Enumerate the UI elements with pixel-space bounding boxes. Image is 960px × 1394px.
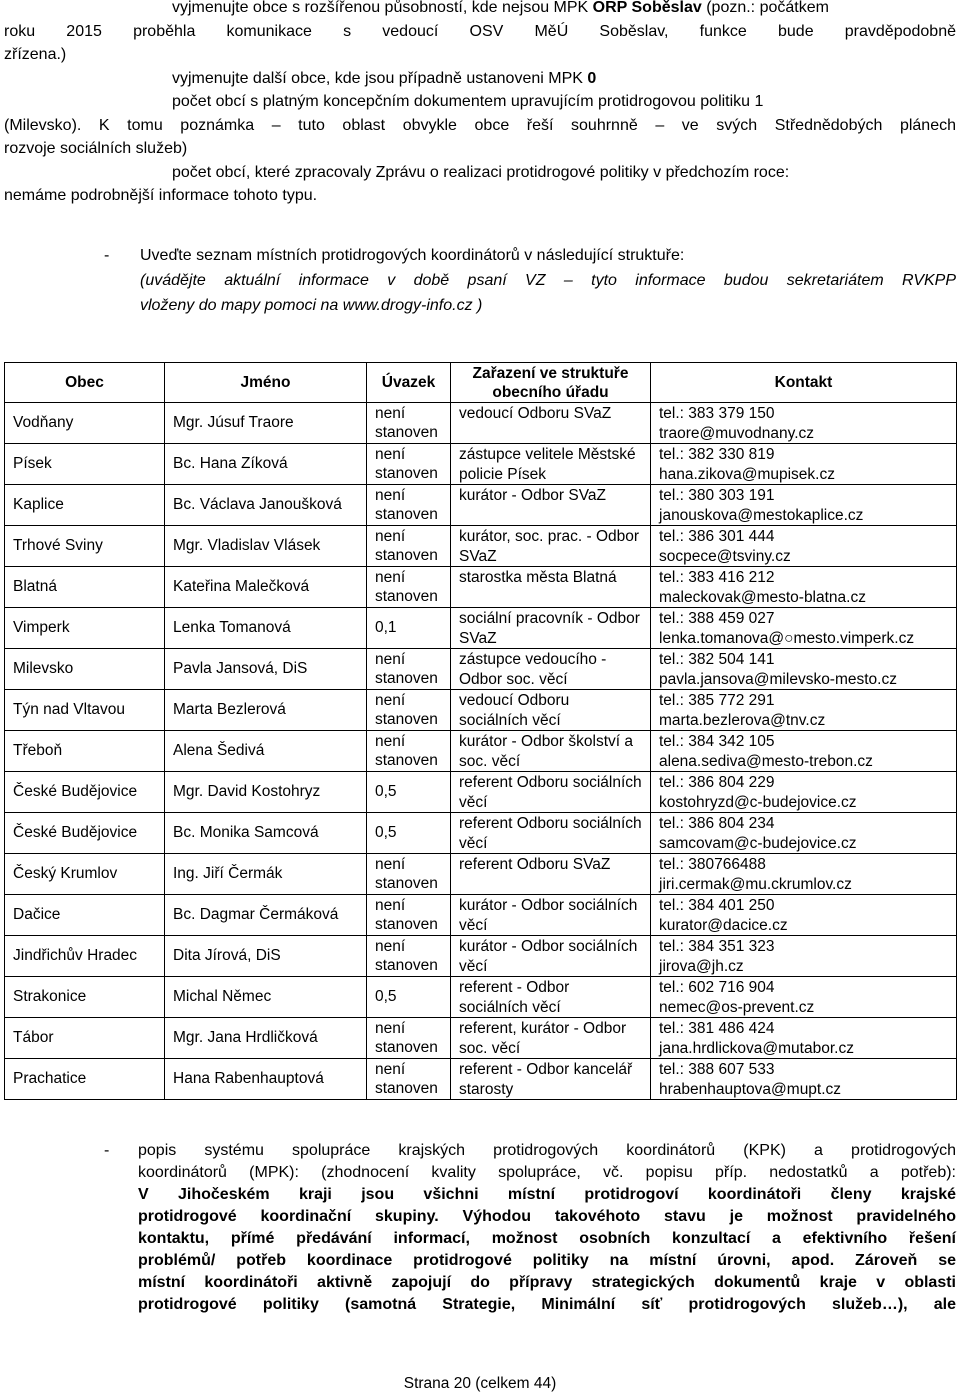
cell-obec: Vodňany xyxy=(5,403,165,444)
cell-uvazek: 0,5 xyxy=(367,813,451,854)
contact-email[interactable]: hana.zikova@mupisek.cz xyxy=(659,465,835,483)
cell-obec: Trhové Sviny xyxy=(5,526,165,567)
table-row xyxy=(5,977,957,1018)
contact-email[interactable]: jirova@jh.cz xyxy=(659,957,744,975)
contact-email[interactable]: alena.sediva@mesto-trebon.cz xyxy=(659,752,873,770)
intro-line-text: rozvoje sociálních služeb) xyxy=(4,140,188,157)
cell-jmeno: Lenka Tomanová xyxy=(165,608,367,649)
contact-email[interactable]: nemec@os-prevent.cz xyxy=(659,998,815,1016)
intro-line xyxy=(4,163,956,187)
contact-phone: tel.: 385 772 291 xyxy=(659,692,775,709)
intro-line-text: počet obcí, které zpracovaly Zprávu o realizaci protidrogové politiky v předchozím roce: xyxy=(172,163,790,181)
cell-uvazek: není stanoven xyxy=(367,1059,451,1100)
contact-phone: tel.: 602 716 904 xyxy=(659,979,775,996)
cell-uvazek: není stanoven xyxy=(367,690,451,731)
cell-zarazeni: vedoucí Odboru sociálních věcí xyxy=(451,690,651,731)
coordinators-table xyxy=(4,362,957,1100)
cell-jmeno: Dita Jírová, DiS xyxy=(165,936,367,977)
cell-jmeno: Marta Bezlerová xyxy=(165,690,367,731)
contact-phone: tel.: 384 342 105 xyxy=(659,733,775,750)
intro-line xyxy=(4,186,956,210)
table-row xyxy=(5,1018,957,1059)
cell-kontakt xyxy=(651,444,957,485)
cell-uvazek: není stanoven xyxy=(367,854,451,895)
cell-zarazeni: referent Odboru SVaZ xyxy=(451,854,651,895)
cell-obec: Český Krumlov xyxy=(5,854,165,895)
cell-jmeno: Michal Němec xyxy=(165,977,367,1018)
intro-line xyxy=(4,116,956,140)
cell-jmeno: Bc. Dagmar Čermáková xyxy=(165,895,367,936)
cell-zarazeni: referent Odboru sociálních věcí xyxy=(451,813,651,854)
table-row xyxy=(5,854,957,895)
contact-phone: tel.: 381 486 424 xyxy=(659,1020,775,1037)
contact-email[interactable]: kostohryzd@c-budejovice.cz xyxy=(659,793,857,811)
cell-obec: Tábor xyxy=(5,1018,165,1059)
cooperation-text-line: popis systému spolupráce krajských protidrogových koordinátorů (KPK) a protidrogových xyxy=(138,1142,956,1159)
cell-obec: Prachatice xyxy=(5,1059,165,1100)
contact-phone: tel.: 388 607 533 xyxy=(659,1061,775,1078)
cell-zarazeni: zástupce vedoucího - Odbor soc. věcí xyxy=(451,649,651,690)
cooperation-text-line: protidrogové politiky (samotná Strategie, Minimální síť protidrogových služeb…), ale xyxy=(138,1296,956,1313)
table-row xyxy=(5,731,957,772)
cell-jmeno: Mgr. David Kostohryz xyxy=(165,772,367,813)
cell-uvazek: není stanoven xyxy=(367,731,451,772)
cooperation-text-line: koordinátorů (MPK): (zhodnocení kvality spolupráce, vč. popisu příp. nedostatků a potřeb): xyxy=(138,1164,956,1181)
contact-phone: tel.: 386 804 229 xyxy=(659,774,775,791)
bullet-coordinators-list xyxy=(104,246,956,321)
intro-line xyxy=(4,22,956,46)
contact-phone: tel.: 380766488 xyxy=(659,856,766,873)
intro-line-text: roku 2015 proběhla komunikace s vedoucí OSV MěÚ Soběslav, funkce bude pravděpodobně xyxy=(4,22,956,40)
cell-zarazeni: referent, kurátor - Odbor soc. věcí xyxy=(451,1018,651,1059)
intro-line xyxy=(4,69,956,93)
contact-email[interactable]: janouskova@mestokaplice.cz xyxy=(659,506,864,524)
contact-email[interactable]: jana.hrdlickova@mutabor.cz xyxy=(659,1039,854,1057)
cell-obec: Blatná xyxy=(5,567,165,608)
contact-phone: tel.: 386 301 444 xyxy=(659,528,775,545)
contact-email[interactable]: traore@muvodnany.cz xyxy=(659,424,815,442)
cooperation-text-line: kontaktu, přímé předávání informací, možnost osobních konzultací a efektivního řešení xyxy=(138,1230,956,1247)
table-row xyxy=(5,690,957,731)
table-row xyxy=(5,403,957,444)
intro-line-text: vyjmenujte další obce, kde jsou případně ustanoveni MPK xyxy=(172,69,588,87)
cell-zarazeni: kurátor - Odbor SVaZ xyxy=(451,485,651,526)
intro-line-text: (Milevsko). K tomu poznámka – tuto oblast obvykle obce řeší souhrnně – ve svých Střednědobých plánech xyxy=(4,116,956,134)
cell-jmeno: Kateřina Malečková xyxy=(165,567,367,608)
table-row xyxy=(5,1059,957,1100)
cell-zarazeni: starostka města Blatná xyxy=(451,567,651,608)
cell-kontakt xyxy=(651,895,957,936)
cell-jmeno: Alena Šedivá xyxy=(165,731,367,772)
cooperation-text-line: místní koordinátoři aktivně zapojují do přípravy strategických dokumentů kraje v oblasti xyxy=(138,1274,956,1291)
bullet-dash: - xyxy=(104,247,110,264)
cell-uvazek: není stanoven xyxy=(367,567,451,608)
cooperation-text-line: V Jihočeském kraji jsou všichni místní protidrogoví koordinátoři členy krajské xyxy=(138,1186,956,1203)
cell-kontakt xyxy=(651,936,957,977)
header-kontakt: Kontakt xyxy=(651,363,957,403)
table-row xyxy=(5,526,957,567)
cell-uvazek: není stanoven xyxy=(367,526,451,567)
cell-obec: České Budějovice xyxy=(5,813,165,854)
intro-line xyxy=(4,139,956,163)
contact-phone: tel.: 386 804 234 xyxy=(659,815,775,832)
cell-kontakt xyxy=(651,1059,957,1100)
contact-phone: tel.: 383 379 150 xyxy=(659,405,775,422)
intro-line-text: počet obcí s platným koncepčním dokumentem upravujícím protidrogovou politiku 1 xyxy=(172,93,764,110)
table-row xyxy=(5,813,957,854)
cell-kontakt xyxy=(651,731,957,772)
cell-jmeno: Mgr. Jana Hrdličková xyxy=(165,1018,367,1059)
table-header-row xyxy=(5,363,957,403)
intro-line xyxy=(4,45,956,69)
table-row xyxy=(5,444,957,485)
cell-kontakt xyxy=(651,485,957,526)
contact-email[interactable]: kurator@dacice.cz xyxy=(659,916,788,934)
cell-kontakt xyxy=(651,813,957,854)
intro-line xyxy=(4,92,956,116)
cell-obec: Kaplice xyxy=(5,485,165,526)
contact-phone: tel.: 380 303 191 xyxy=(659,487,775,504)
cell-uvazek: není stanoven xyxy=(367,403,451,444)
contact-email[interactable]: pavla.jansova@milevsko-mesto.cz xyxy=(659,670,897,688)
cell-jmeno: Bc. Monika Samcová xyxy=(165,813,367,854)
cell-kontakt xyxy=(651,772,957,813)
cell-obec: Týn nad Vltavou xyxy=(5,690,165,731)
contact-email[interactable]: lenka.tomanova@○mesto.vimperk.cz xyxy=(659,629,915,647)
contact-email[interactable]: jiri.cermak@mu.ckrumlov.cz xyxy=(659,875,852,893)
table-row xyxy=(5,567,957,608)
cell-jmeno: Bc. Hana Zíková xyxy=(165,444,367,485)
header-uvazek: Úvazek xyxy=(367,363,451,403)
cell-jmeno: Hana Rabenhauptová xyxy=(165,1059,367,1100)
cell-jmeno: Mgr. Vladislav Vlásek xyxy=(165,526,367,567)
table-body xyxy=(5,403,957,1100)
bullet-cooperation-description xyxy=(104,1141,956,1317)
cell-kontakt xyxy=(651,567,957,608)
cooperation-text-line: protidrogové koordinační skupiny. Výhodou takovéhoto stavu je možnost pravidelného xyxy=(138,1208,956,1225)
cell-zarazeni: referent Odboru sociálních věcí xyxy=(451,772,651,813)
cell-uvazek: není stanoven xyxy=(367,444,451,485)
intro-line-text: vyjmenujte obce s rozšířenou působností, kde nejsou MPK xyxy=(172,0,593,16)
cell-zarazeni: referent - Odbor kancelář starosty xyxy=(451,1059,651,1100)
contact-phone: tel.: 388 459 027 xyxy=(659,610,775,627)
cell-zarazeni: kurátor - Odbor školství a soc. věcí xyxy=(451,731,651,772)
contact-phone: tel.: 382 330 819 xyxy=(659,446,775,463)
cell-jmeno: Mgr. Júsuf Traore xyxy=(165,403,367,444)
cell-obec: Dačice xyxy=(5,895,165,936)
intro-line-bold: ORP Soběslav xyxy=(592,0,702,16)
cell-kontakt xyxy=(651,608,957,649)
bullet-note-line1: (uvádějte aktuální informace v době psaní VZ – tyto informace budou sekretariátem RVKPP xyxy=(140,272,956,289)
contact-email[interactable]: hrabenhauptova@mupt.cz xyxy=(659,1080,842,1098)
cell-obec: Vimperk xyxy=(5,608,165,649)
intro-line-bold: 0 xyxy=(587,69,597,87)
cell-uvazek: není stanoven xyxy=(367,1018,451,1059)
cell-jmeno: Bc. Václava Janoušková xyxy=(165,485,367,526)
contact-phone: tel.: 382 504 141 xyxy=(659,651,775,668)
contact-email[interactable]: maleckovak@mesto-blatna.cz xyxy=(659,588,866,606)
cell-zarazeni: referent - Odbor sociálních věcí xyxy=(451,977,651,1018)
intro-line-rest: (pozn.: počátkem xyxy=(701,0,829,16)
cell-kontakt xyxy=(651,854,957,895)
cell-obec: Třeboň xyxy=(5,731,165,772)
table-row xyxy=(5,608,957,649)
cell-zarazeni: zástupce velitele Městské policie Písek xyxy=(451,444,651,485)
table-row xyxy=(5,895,957,936)
cooperation-text-line: problémů/ potřeb koordinace protidrogové politiky na místní úrovni, apod. Zároveň se xyxy=(138,1252,956,1269)
cell-uvazek: 0,5 xyxy=(367,772,451,813)
cell-obec: Milevsko xyxy=(5,649,165,690)
cell-uvazek: 0,5 xyxy=(367,977,451,1018)
cell-zarazeni: sociální pracovník - Odbor SVaZ xyxy=(451,608,651,649)
intro-line-text: nemáme podrobnější informace tohoto typu. xyxy=(4,187,318,204)
intro-line-text: zřízena.) xyxy=(4,46,67,63)
table-row xyxy=(5,936,957,977)
cell-kontakt xyxy=(651,1018,957,1059)
contact-phone: tel.: 384 351 323 xyxy=(659,938,775,955)
cell-zarazeni: kurátor - Odbor sociálních věcí xyxy=(451,936,651,977)
contact-phone: tel.: 384 401 250 xyxy=(659,897,775,914)
cell-uvazek: není stanoven xyxy=(367,936,451,977)
intro-section xyxy=(4,0,956,210)
cell-obec: Strakonice xyxy=(5,977,165,1018)
contact-email[interactable]: samcovam@c-budejovice.cz xyxy=(659,834,857,852)
cell-zarazeni: kurátor, soc. prac. - Odbor SVaZ xyxy=(451,526,651,567)
bullet-heading: Uveďte seznam místních protidrogových koordinátorů v následující struktuře: xyxy=(140,247,685,264)
cell-kontakt xyxy=(651,690,957,731)
cell-zarazeni: vedoucí Odboru SVaZ xyxy=(451,403,651,444)
cell-kontakt xyxy=(651,977,957,1018)
cell-uvazek: 0,1 xyxy=(367,608,451,649)
table-row xyxy=(5,649,957,690)
cell-uvazek: není stanoven xyxy=(367,895,451,936)
cell-jmeno: Pavla Jansová, DiS xyxy=(165,649,367,690)
cell-kontakt xyxy=(651,403,957,444)
cell-kontakt xyxy=(651,649,957,690)
bullet-note-line2: vloženy do mapy pomoci na www.drogy-info.cz ) xyxy=(140,297,483,314)
table-row xyxy=(5,485,957,526)
contact-phone: tel.: 383 416 212 xyxy=(659,569,775,586)
cell-obec: Jindřichův Hradec xyxy=(5,936,165,977)
header-zarazeni: Zařazení ve struktuře obecního úřadu xyxy=(451,363,651,403)
cell-jmeno: Ing. Jiří Čermák xyxy=(165,854,367,895)
intro-line xyxy=(4,0,956,22)
cell-obec: Písek xyxy=(5,444,165,485)
bullet-dash: - xyxy=(104,1142,110,1159)
page-footer: Strana 20 (celkem 44) xyxy=(403,1375,557,1392)
contact-email[interactable]: socpece@tsviny.cz xyxy=(659,547,791,565)
cell-obec: České Budějovice xyxy=(5,772,165,813)
cell-uvazek: není stanoven xyxy=(367,649,451,690)
cell-uvazek: není stanoven xyxy=(367,485,451,526)
cell-zarazeni: kurátor - Odbor sociálních věcí xyxy=(451,895,651,936)
contact-email[interactable]: marta.bezlerova@tnv.cz xyxy=(659,711,826,729)
table-row xyxy=(5,772,957,813)
cell-kontakt xyxy=(651,526,957,567)
header-jmeno: Jméno xyxy=(165,363,367,403)
header-obec: Obec xyxy=(5,363,165,403)
